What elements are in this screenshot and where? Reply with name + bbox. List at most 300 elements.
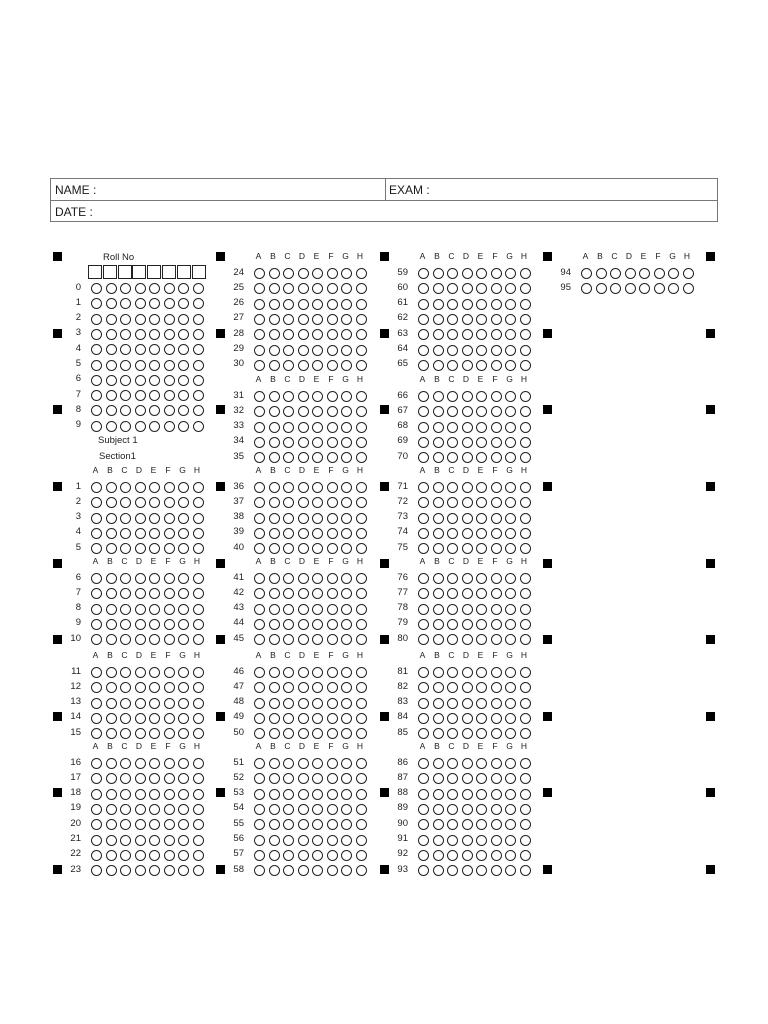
answer-bubble[interactable]: [462, 758, 473, 769]
answer-bubble[interactable]: [135, 283, 146, 294]
answer-bubble[interactable]: [356, 573, 367, 584]
answer-bubble[interactable]: [683, 283, 694, 294]
answer-bubble[interactable]: [178, 360, 189, 371]
answer-bubble[interactable]: [135, 344, 146, 355]
answer-bubble[interactable]: [312, 452, 323, 463]
answer-bubble[interactable]: [135, 728, 146, 739]
answer-bubble[interactable]: [254, 573, 265, 584]
answer-bubble[interactable]: [327, 391, 338, 402]
answer-bubble[interactable]: [164, 865, 175, 876]
answer-bubble[interactable]: [178, 604, 189, 615]
answer-bubble[interactable]: [254, 728, 265, 739]
answer-bubble[interactable]: [610, 268, 621, 279]
answer-bubble[interactable]: [341, 482, 352, 493]
answer-bubble[interactable]: [298, 713, 309, 724]
answer-bubble[interactable]: [327, 345, 338, 356]
answer-bubble[interactable]: [476, 497, 487, 508]
answer-bubble[interactable]: [668, 268, 679, 279]
answer-bubble[interactable]: [254, 268, 265, 279]
answer-bubble[interactable]: [106, 819, 117, 830]
answer-bubble[interactable]: [654, 268, 665, 279]
answer-bubble[interactable]: [433, 283, 444, 294]
answer-bubble[interactable]: [327, 604, 338, 615]
answer-bubble[interactable]: [135, 850, 146, 861]
answer-bubble[interactable]: [462, 865, 473, 876]
answer-bubble[interactable]: [149, 850, 160, 861]
answer-bubble[interactable]: [312, 698, 323, 709]
answer-bubble[interactable]: [120, 390, 131, 401]
answer-bubble[interactable]: [283, 513, 294, 524]
answer-bubble[interactable]: [164, 283, 175, 294]
answer-bubble[interactable]: [312, 728, 323, 739]
answer-bubble[interactable]: [91, 497, 102, 508]
answer-bubble[interactable]: [418, 406, 429, 417]
answer-bubble[interactable]: [298, 619, 309, 630]
answer-bubble[interactable]: [462, 513, 473, 524]
answer-bubble[interactable]: [341, 406, 352, 417]
answer-bubble[interactable]: [120, 604, 131, 615]
answer-bubble[interactable]: [106, 758, 117, 769]
answer-bubble[interactable]: [520, 682, 531, 693]
answer-bubble[interactable]: [418, 835, 429, 846]
answer-bubble[interactable]: [505, 299, 516, 310]
answer-bubble[interactable]: [106, 344, 117, 355]
answer-bubble[interactable]: [327, 865, 338, 876]
answer-bubble[interactable]: [106, 804, 117, 815]
answer-bubble[interactable]: [193, 390, 204, 401]
answer-bubble[interactable]: [433, 360, 444, 371]
answer-bubble[interactable]: [269, 573, 280, 584]
answer-bubble[interactable]: [418, 573, 429, 584]
answer-bubble[interactable]: [135, 375, 146, 386]
answer-bubble[interactable]: [178, 758, 189, 769]
answer-bubble[interactable]: [164, 405, 175, 416]
answer-bubble[interactable]: [91, 789, 102, 800]
answer-bubble[interactable]: [254, 283, 265, 294]
answer-bubble[interactable]: [447, 391, 458, 402]
answer-bubble[interactable]: [418, 819, 429, 830]
answer-bubble[interactable]: [447, 634, 458, 645]
answer-bubble[interactable]: [120, 850, 131, 861]
answer-bubble[interactable]: [91, 728, 102, 739]
answer-bubble[interactable]: [433, 345, 444, 356]
answer-bubble[interactable]: [283, 713, 294, 724]
answer-bubble[interactable]: [418, 682, 429, 693]
answer-bubble[interactable]: [164, 298, 175, 309]
answer-bubble[interactable]: [91, 758, 102, 769]
answer-bubble[interactable]: [178, 773, 189, 784]
answer-bubble[interactable]: [491, 634, 502, 645]
answer-bubble[interactable]: [312, 835, 323, 846]
answer-bubble[interactable]: [505, 329, 516, 340]
answer-bubble[interactable]: [135, 865, 146, 876]
answer-bubble[interactable]: [418, 360, 429, 371]
answer-bubble[interactable]: [298, 283, 309, 294]
answer-bubble[interactable]: [581, 283, 592, 294]
answer-bubble[interactable]: [135, 497, 146, 508]
answer-bubble[interactable]: [327, 773, 338, 784]
answer-bubble[interactable]: [283, 406, 294, 417]
answer-bubble[interactable]: [106, 634, 117, 645]
answer-bubble[interactable]: [91, 682, 102, 693]
answer-bubble[interactable]: [283, 728, 294, 739]
answer-bubble[interactable]: [476, 835, 487, 846]
answer-bubble[interactable]: [520, 497, 531, 508]
answer-bubble[interactable]: [491, 422, 502, 433]
answer-bubble[interactable]: [476, 619, 487, 630]
answer-bubble[interactable]: [312, 789, 323, 800]
answer-bubble[interactable]: [520, 835, 531, 846]
answer-bubble[interactable]: [120, 619, 131, 630]
answer-bubble[interactable]: [520, 406, 531, 417]
answer-bubble[interactable]: [120, 528, 131, 539]
answer-bubble[interactable]: [447, 728, 458, 739]
answer-bubble[interactable]: [149, 573, 160, 584]
answer-bubble[interactable]: [269, 804, 280, 815]
answer-bubble[interactable]: [135, 667, 146, 678]
answer-bubble[interactable]: [91, 329, 102, 340]
answer-bubble[interactable]: [505, 283, 516, 294]
answer-bubble[interactable]: [283, 528, 294, 539]
answer-bubble[interactable]: [447, 283, 458, 294]
answer-bubble[interactable]: [193, 819, 204, 830]
answer-bubble[interactable]: [269, 698, 280, 709]
answer-bubble[interactable]: [462, 573, 473, 584]
answer-bubble[interactable]: [327, 758, 338, 769]
answer-bubble[interactable]: [327, 497, 338, 508]
answer-bubble[interactable]: [135, 390, 146, 401]
answer-bubble[interactable]: [356, 604, 367, 615]
answer-bubble[interactable]: [462, 698, 473, 709]
answer-bubble[interactable]: [433, 543, 444, 554]
answer-bubble[interactable]: [254, 314, 265, 325]
answer-bubble[interactable]: [312, 497, 323, 508]
answer-bubble[interactable]: [505, 573, 516, 584]
answer-bubble[interactable]: [91, 314, 102, 325]
answer-bubble[interactable]: [505, 604, 516, 615]
answer-bubble[interactable]: [106, 588, 117, 599]
answer-bubble[interactable]: [283, 804, 294, 815]
answer-bubble[interactable]: [418, 667, 429, 678]
answer-bubble[interactable]: [505, 667, 516, 678]
answer-bubble[interactable]: [341, 543, 352, 554]
answer-bubble[interactable]: [254, 391, 265, 402]
answer-bubble[interactable]: [178, 329, 189, 340]
answer-bubble[interactable]: [491, 482, 502, 493]
answer-bubble[interactable]: [520, 268, 531, 279]
answer-bubble[interactable]: [668, 283, 679, 294]
answer-bubble[interactable]: [106, 497, 117, 508]
answer-bubble[interactable]: [341, 835, 352, 846]
answer-bubble[interactable]: [178, 804, 189, 815]
answer-bubble[interactable]: [505, 682, 516, 693]
answer-bubble[interactable]: [254, 865, 265, 876]
answer-bubble[interactable]: [254, 773, 265, 784]
answer-bubble[interactable]: [254, 345, 265, 356]
answer-bubble[interactable]: [327, 835, 338, 846]
answer-bubble[interactable]: [193, 604, 204, 615]
answer-bubble[interactable]: [341, 268, 352, 279]
answer-bubble[interactable]: [298, 789, 309, 800]
answer-bubble[interactable]: [476, 758, 487, 769]
answer-bubble[interactable]: [193, 543, 204, 554]
answer-bubble[interactable]: [356, 406, 367, 417]
answer-bubble[interactable]: [120, 773, 131, 784]
answer-bubble[interactable]: [341, 528, 352, 539]
answer-bubble[interactable]: [476, 360, 487, 371]
answer-bubble[interactable]: [505, 865, 516, 876]
answer-bubble[interactable]: [178, 298, 189, 309]
answer-bubble[interactable]: [491, 528, 502, 539]
answer-bubble[interactable]: [356, 283, 367, 294]
answer-bubble[interactable]: [164, 819, 175, 830]
answer-bubble[interactable]: [462, 682, 473, 693]
answer-bubble[interactable]: [193, 773, 204, 784]
answer-bubble[interactable]: [106, 850, 117, 861]
answer-bubble[interactable]: [341, 619, 352, 630]
answer-bubble[interactable]: [312, 804, 323, 815]
answer-bubble[interactable]: [356, 345, 367, 356]
answer-bubble[interactable]: [462, 773, 473, 784]
answer-bubble[interactable]: [341, 728, 352, 739]
answer-bubble[interactable]: [91, 298, 102, 309]
answer-bubble[interactable]: [462, 437, 473, 448]
answer-bubble[interactable]: [269, 835, 280, 846]
answer-bubble[interactable]: [433, 604, 444, 615]
answer-bubble[interactable]: [254, 543, 265, 554]
answer-bubble[interactable]: [106, 543, 117, 554]
answer-bubble[interactable]: [269, 299, 280, 310]
answer-bubble[interactable]: [462, 422, 473, 433]
answer-bubble[interactable]: [341, 573, 352, 584]
answer-bubble[interactable]: [312, 513, 323, 524]
answer-bubble[interactable]: [193, 698, 204, 709]
answer-bubble[interactable]: [505, 360, 516, 371]
answer-bubble[interactable]: [120, 682, 131, 693]
answer-bubble[interactable]: [135, 588, 146, 599]
answer-bubble[interactable]: [327, 713, 338, 724]
answer-bubble[interactable]: [462, 604, 473, 615]
answer-bubble[interactable]: [476, 437, 487, 448]
answer-bubble[interactable]: [356, 588, 367, 599]
answer-bubble[interactable]: [356, 268, 367, 279]
answer-bubble[interactable]: [178, 314, 189, 325]
answer-bubble[interactable]: [433, 789, 444, 800]
answer-bubble[interactable]: [254, 513, 265, 524]
answer-bubble[interactable]: [254, 682, 265, 693]
answer-bubble[interactable]: [135, 573, 146, 584]
answer-bubble[interactable]: [120, 728, 131, 739]
answer-bubble[interactable]: [447, 667, 458, 678]
answer-bubble[interactable]: [476, 528, 487, 539]
answer-bubble[interactable]: [447, 604, 458, 615]
answer-bubble[interactable]: [491, 513, 502, 524]
answer-bubble[interactable]: [312, 360, 323, 371]
answer-bubble[interactable]: [178, 344, 189, 355]
answer-bubble[interactable]: [135, 713, 146, 724]
answer-bubble[interactable]: [356, 619, 367, 630]
answer-bubble[interactable]: [447, 835, 458, 846]
answer-bubble[interactable]: [433, 497, 444, 508]
answer-bubble[interactable]: [149, 835, 160, 846]
answer-bubble[interactable]: [491, 819, 502, 830]
answer-bubble[interactable]: [341, 634, 352, 645]
answer-bubble[interactable]: [418, 299, 429, 310]
answer-bubble[interactable]: [254, 406, 265, 417]
answer-bubble[interactable]: [164, 528, 175, 539]
answer-bubble[interactable]: [520, 314, 531, 325]
answer-bubble[interactable]: [120, 497, 131, 508]
answer-bubble[interactable]: [135, 405, 146, 416]
answer-bubble[interactable]: [120, 344, 131, 355]
answer-bubble[interactable]: [433, 422, 444, 433]
answer-bubble[interactable]: [193, 634, 204, 645]
answer-bubble[interactable]: [91, 344, 102, 355]
answer-bubble[interactable]: [418, 422, 429, 433]
answer-bubble[interactable]: [106, 789, 117, 800]
answer-bubble[interactable]: [505, 789, 516, 800]
answer-bubble[interactable]: [312, 819, 323, 830]
answer-bubble[interactable]: [447, 528, 458, 539]
answer-bubble[interactable]: [135, 543, 146, 554]
answer-bubble[interactable]: [520, 528, 531, 539]
answer-bubble[interactable]: [418, 804, 429, 815]
answer-bubble[interactable]: [462, 360, 473, 371]
answer-bubble[interactable]: [520, 360, 531, 371]
answer-bubble[interactable]: [447, 482, 458, 493]
answer-bubble[interactable]: [269, 758, 280, 769]
answer-bubble[interactable]: [491, 850, 502, 861]
answer-bubble[interactable]: [254, 329, 265, 340]
answer-bubble[interactable]: [178, 573, 189, 584]
answer-bubble[interactable]: [120, 298, 131, 309]
answer-bubble[interactable]: [269, 345, 280, 356]
answer-bubble[interactable]: [327, 452, 338, 463]
answer-bubble[interactable]: [269, 789, 280, 800]
answer-bubble[interactable]: [462, 497, 473, 508]
answer-bubble[interactable]: [491, 728, 502, 739]
answer-bubble[interactable]: [283, 543, 294, 554]
answer-bubble[interactable]: [283, 482, 294, 493]
answer-bubble[interactable]: [476, 728, 487, 739]
answer-bubble[interactable]: [178, 375, 189, 386]
answer-bubble[interactable]: [298, 528, 309, 539]
answer-bubble[interactable]: [164, 390, 175, 401]
answer-bubble[interactable]: [178, 513, 189, 524]
answer-bubble[interactable]: [283, 437, 294, 448]
answer-bubble[interactable]: [327, 528, 338, 539]
answer-bubble[interactable]: [164, 375, 175, 386]
answer-bubble[interactable]: [254, 634, 265, 645]
answer-bubble[interactable]: [418, 283, 429, 294]
answer-bubble[interactable]: [341, 758, 352, 769]
answer-bubble[interactable]: [178, 819, 189, 830]
answer-bubble[interactable]: [149, 528, 160, 539]
answer-bubble[interactable]: [106, 421, 117, 432]
answer-bubble[interactable]: [520, 437, 531, 448]
answer-bubble[interactable]: [491, 835, 502, 846]
answer-bubble[interactable]: [269, 497, 280, 508]
answer-bubble[interactable]: [91, 405, 102, 416]
answer-bubble[interactable]: [91, 634, 102, 645]
answer-bubble[interactable]: [120, 283, 131, 294]
answer-bubble[interactable]: [178, 634, 189, 645]
answer-bubble[interactable]: [520, 634, 531, 645]
answer-bubble[interactable]: [149, 588, 160, 599]
answer-bubble[interactable]: [149, 390, 160, 401]
answer-bubble[interactable]: [505, 391, 516, 402]
answer-bubble[interactable]: [135, 758, 146, 769]
answer-bubble[interactable]: [193, 405, 204, 416]
answer-bubble[interactable]: [193, 421, 204, 432]
answer-bubble[interactable]: [327, 588, 338, 599]
answer-bubble[interactable]: [269, 588, 280, 599]
answer-bubble[interactable]: [298, 345, 309, 356]
answer-bubble[interactable]: [447, 497, 458, 508]
answer-bubble[interactable]: [149, 314, 160, 325]
answer-bubble[interactable]: [491, 360, 502, 371]
answer-bubble[interactable]: [520, 667, 531, 678]
answer-bubble[interactable]: [312, 604, 323, 615]
answer-bubble[interactable]: [178, 283, 189, 294]
roll-no-digit-box[interactable]: [162, 265, 176, 279]
answer-bubble[interactable]: [283, 682, 294, 693]
answer-bubble[interactable]: [491, 773, 502, 784]
answer-bubble[interactable]: [164, 619, 175, 630]
answer-bubble[interactable]: [254, 497, 265, 508]
answer-bubble[interactable]: [120, 482, 131, 493]
answer-bubble[interactable]: [433, 528, 444, 539]
answer-bubble[interactable]: [193, 804, 204, 815]
answer-bubble[interactable]: [269, 391, 280, 402]
answer-bubble[interactable]: [193, 682, 204, 693]
answer-bubble[interactable]: [135, 513, 146, 524]
answer-bubble[interactable]: [193, 728, 204, 739]
answer-bubble[interactable]: [135, 819, 146, 830]
answer-bubble[interactable]: [341, 452, 352, 463]
answer-bubble[interactable]: [283, 789, 294, 800]
answer-bubble[interactable]: [462, 299, 473, 310]
answer-bubble[interactable]: [164, 604, 175, 615]
answer-bubble[interactable]: [298, 698, 309, 709]
answer-bubble[interactable]: [91, 604, 102, 615]
answer-bubble[interactable]: [520, 283, 531, 294]
answer-bubble[interactable]: [476, 391, 487, 402]
answer-bubble[interactable]: [447, 452, 458, 463]
answer-bubble[interactable]: [327, 619, 338, 630]
answer-bubble[interactable]: [193, 588, 204, 599]
answer-bubble[interactable]: [312, 634, 323, 645]
answer-bubble[interactable]: [341, 497, 352, 508]
answer-bubble[interactable]: [327, 283, 338, 294]
answer-bubble[interactable]: [433, 268, 444, 279]
answer-bubble[interactable]: [312, 573, 323, 584]
answer-bubble[interactable]: [135, 314, 146, 325]
answer-bubble[interactable]: [120, 543, 131, 554]
answer-bubble[interactable]: [683, 268, 694, 279]
roll-no-digit-box[interactable]: [118, 265, 132, 279]
answer-bubble[interactable]: [418, 543, 429, 554]
answer-bubble[interactable]: [120, 789, 131, 800]
answer-bubble[interactable]: [433, 682, 444, 693]
answer-bubble[interactable]: [106, 482, 117, 493]
answer-bubble[interactable]: [433, 619, 444, 630]
answer-bubble[interactable]: [269, 314, 280, 325]
answer-bubble[interactable]: [581, 268, 592, 279]
answer-bubble[interactable]: [447, 773, 458, 784]
answer-bubble[interactable]: [327, 299, 338, 310]
answer-bubble[interactable]: [491, 497, 502, 508]
